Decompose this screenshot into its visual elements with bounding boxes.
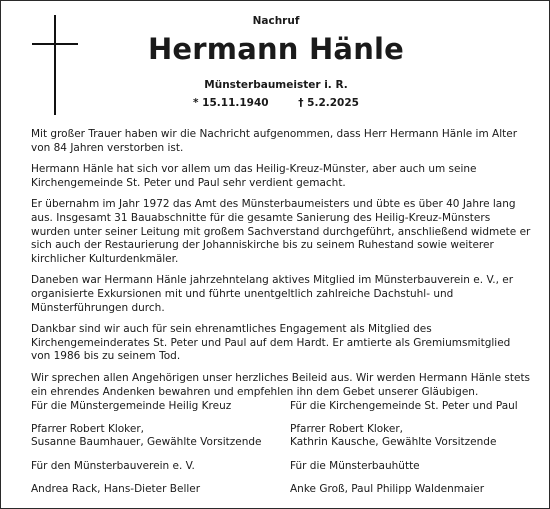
birth-date: * 15.11.1940 [193,97,269,109]
signature-org: Für die Münstergemeinde Heilig Kreuz [31,400,232,412]
signature-name: Pfarrer Robert Kloker, [31,422,144,435]
death-date: † 5.2.2025 [298,97,359,109]
paragraph: Wir sprechen allen Angehörigen unser herzliches Beileid aus. Wir werden Hermann Hänle stets ein ehrendes Andenken bewahren und empfehlen ihn dem Gebet unserer Gläubigen. [31,371,531,398]
deceased-name: Hermann Hänle [147,32,405,66]
paragraph: Mit großer Trauer haben wir die Nachricht aufgenommen, dass Herr Hermann Hänle im Alter von 84 Jahren verstorben ist. [31,128,518,154]
signature-name: Kathrin Kausche, Gewählte Vorsitzende [290,436,497,449]
life-dates [1,97,550,109]
deceased-title: Münsterbaumeister i. R. [204,79,348,91]
notice-kicker: Nachruf [252,15,300,27]
signature-name: Pfarrer Robert Kloker, [290,422,403,435]
signature-name: Anke Groß, Paul Philipp Waldenmaier [290,482,485,495]
paragraph: Daneben war Hermann Hänle jahrzehntelang aktives Mitglied im Münsterbauverein e. V., er organisierte Exkursionen mit und führte unentgeltlich zahlreiche Dachstuhl- und Münsterführungen durch. [31,274,514,314]
signature-block-muenstergemeinde [31,400,262,450]
signature-block-muensterbauverein [31,460,200,496]
signature-name: Andrea Rack, Hans-Dieter Beller [31,482,201,495]
signature-org: Für die Münsterbauhütte [290,460,420,472]
paragraph: Er übernahm im Jahr 1972 das Amt des Münsterbaumeisters und übte es über 40 Jahre lang aus. Insgesamt 31 Bauabschnitte für die gesamte Sanierung des Heilig-Kreuz-Münsters wurden unter seiner Leitung mit großem Sachverstand durchgeführt, anschließend widmete er sich auch der Restaurierung der Johanniskirche bis zu seinem Ruhestand sowie weiterer kirchlicher Kulturdenkmäler. [31,198,531,265]
signature-org: Für die Kirchengemeinde St. Peter und Paul [290,400,518,412]
signature-org: Für den Münsterbauverein e. V. [31,460,195,472]
signature-name: Susanne Baumhauer, Gewählte Vorsitzende [31,436,262,449]
signature-block-muensterbauhuette [290,460,484,496]
signature-block-kirchengemeinde [290,400,518,450]
paragraph: Hermann Hänle hat sich vor allem um das Heilig-Kreuz-Münster, aber auch um seine Kirchengemeinde St. Peter und Paul sehr verdient gemacht. [31,163,477,189]
obituary-text [31,128,531,407]
paragraph: Dankbar sind wir auch für sein ehrenamtliches Engagement als Mitglied des Kirchengemeinderates St. Peter und Paul auf dem Hardt. Er amtierte als Gremiumsmitglied von 1986 bis zu seinem Tod. [31,323,511,363]
